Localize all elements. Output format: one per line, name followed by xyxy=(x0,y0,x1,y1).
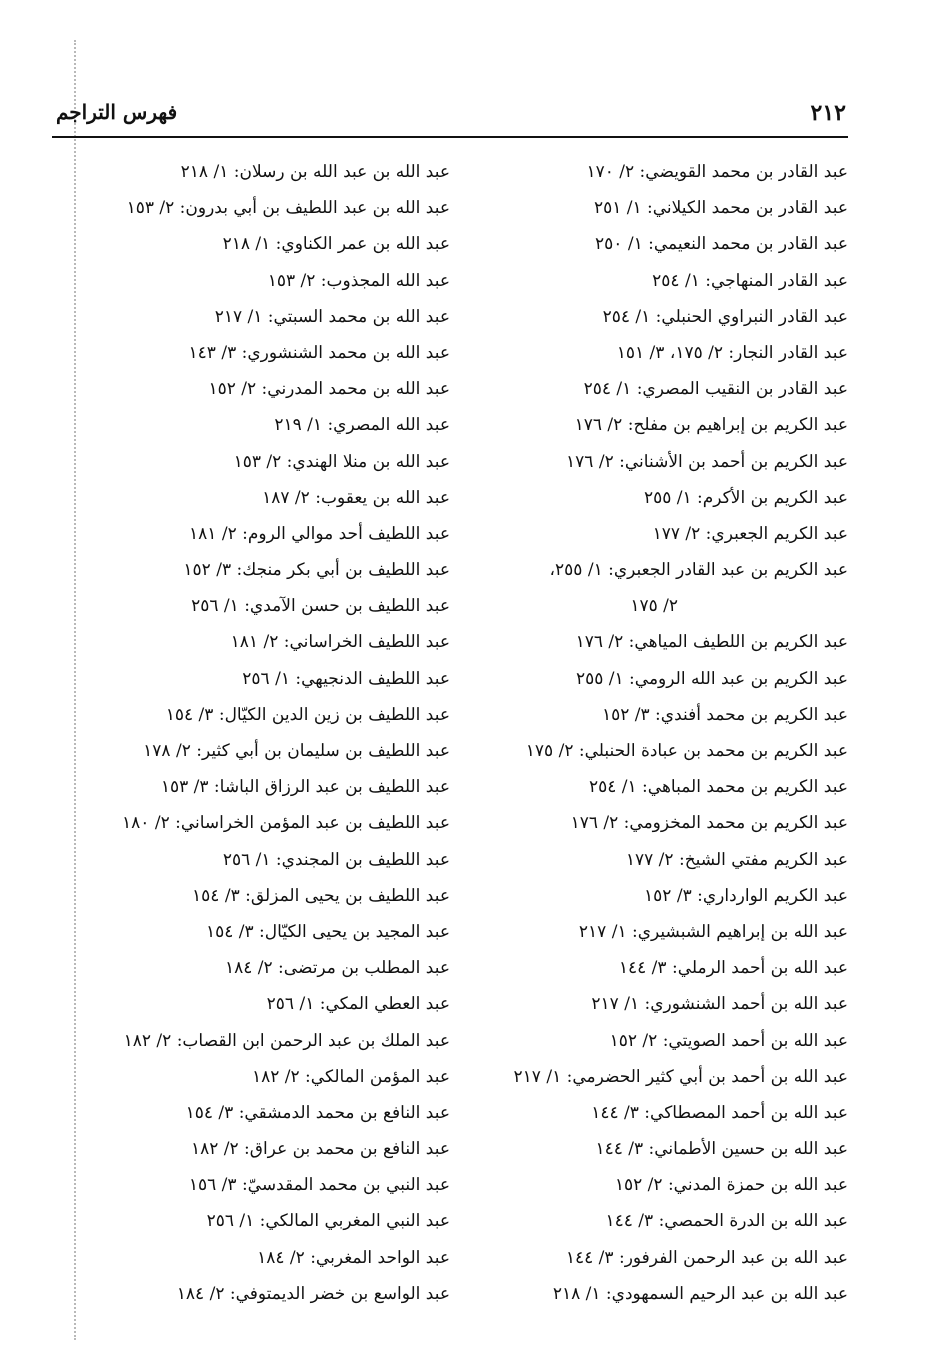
index-entry: عبد الله بن عبد الله بن رسلان: ١/ ٢١٨ xyxy=(180,162,450,182)
index-entry: عبد الله بن حمزة المدني: ٢/ ١٥٢ xyxy=(614,1175,848,1196)
index-entry: عبد اللطيف بن زين الدين الكيّال: ٣/ ١٥٤ xyxy=(165,704,450,725)
index-entry: عبد النبي بن محمد المقدسيّ: ٣/ ١٥٦ xyxy=(188,1175,450,1196)
index-entry: عبد اللطيف بن المجندي: ١/ ٢٥٦ xyxy=(222,849,450,870)
index-entry: عبد الله بن محمد السبتي: ١/ ٢١٧ xyxy=(214,306,450,327)
page-header xyxy=(52,96,848,138)
index-entry: عبد الكريم الجعبري: ٢/ ١٧٧ xyxy=(652,523,848,544)
index-entry: عبد الله بن أحمد المصطاكي: ٣/ ١٤٤ xyxy=(591,1102,848,1123)
index-entry: عبد اللطيف بن عبد الرزاق الباشا: ٣/ ١٥٣ xyxy=(160,777,450,798)
index-entry: عبد المجيد بن يحيى الكيّال: ٣/ ١٥٤ xyxy=(205,921,450,942)
index-entry: عبد الله بن أحمد بن أبي كثير الحضرمي: ١/ ٢١٧ xyxy=(513,1066,848,1087)
index-entry: عبد الله بن عبد الرحمن الفرفور: ٣/ ١٤٤ xyxy=(565,1247,848,1268)
index-entry: عبد الله بن منلا الهندي: ٢/ ١٥٣ xyxy=(233,451,450,472)
index-entry: عبد المطلب بن مرتضى: ٢/ ١٨٤ xyxy=(224,958,450,979)
index-column-left xyxy=(50,154,450,1312)
index-entry: عبد النبي المغربي المالكي: ١/ ٢٥٦ xyxy=(206,1211,450,1232)
index-entry: عبد القادر النجار: ٢/ ١٧٥، ٣/ ١٥١ xyxy=(616,342,848,363)
index-entry: عبد الله بن محمد المدرني: ٢/ ١٥٢ xyxy=(208,379,450,400)
index-entry: عبد الكريم بن الأكرم: ١/ ٢٥٥ xyxy=(643,487,848,508)
index-entry: عبد الكريم بن محمد المخزومي: ٢/ ١٧٦ xyxy=(570,813,848,834)
index-entry: عبد الكريم بن محمد بن عبادة الحنبلي: ٢/ ١٧٥ xyxy=(525,741,848,761)
index-entry: عبد القادر بن محمد النعيمي: ١/ ٢٥٠ xyxy=(595,234,848,255)
index-entry: عبد الله بن أحمد الصويتي: ٢/ ١٥٢ xyxy=(609,1030,848,1051)
index-entry: عبد اللطيف الدنجيهي: ١/ ٢٥٦ xyxy=(242,668,450,689)
index-entry: عبد اللطيف بن سليمان بن أبي كثير: ٢/ ١٧٨ xyxy=(143,741,450,761)
index-entry: عبد الله بن أحمد الرملي: ٣/ ١٤٤ xyxy=(618,958,848,979)
index-entry: عبد الكريم بن محمد أفندي: ٣/ ١٥٢ xyxy=(601,704,848,725)
index-entry: عبد الله بن أحمد الشنشوري: ١/ ٢١٧ xyxy=(591,994,848,1015)
index-entry: عبد الله بن عمر الكناوي: ١/ ٢١٨ xyxy=(222,234,450,255)
index-entry: عبد الكريم بن اللطيف المياهي: ٢/ ١٧٦ xyxy=(575,632,848,653)
index-entry: عبد اللطيف بن عبد المؤمن الخراساني: ٢/ ١٨٠ xyxy=(122,813,450,834)
index-entry: عبد اللطيف أحد موالي الروم: ٢/ ١٨١ xyxy=(189,523,450,544)
running-title: فهرس التراجم xyxy=(56,100,178,124)
index-entry: عبد الله بن حسين الأطماني: ٣/ ١٤٤ xyxy=(595,1139,848,1160)
index-entry: عبد اللطيف بن حسن الآمدي: ١/ ٢٥٦ xyxy=(191,596,450,617)
index-entry: عبد اللطيف بن أبي بكر منجك: ٣/ ١٥٢ xyxy=(183,560,450,581)
index-entry: عبد اللطيف بن يحيى المزلق: ٣/ ١٥٤ xyxy=(192,885,450,906)
index-entry: عبد الله بن إبراهيم الشبشيري: ١/ ٢١٧ xyxy=(578,921,848,942)
index-entry: عبد الله بن عبد الرحيم السمهودي: ١/ ٢١٨ xyxy=(552,1283,848,1304)
index-entry: عبد الكريم بن عبد القادر الجعبري: ١/ ٢٥٥، xyxy=(549,560,848,581)
index-entry: عبد القادر بن النقيب المصري: ١/ ٢٥٤ xyxy=(583,379,848,400)
page-number: ٢١٢ xyxy=(810,100,846,126)
index-entry: عبد القادر النبراوي الحنبلي: ١/ ٢٥٤ xyxy=(602,306,848,327)
index-entry: عبد الواحد المغربي: ٢/ ١٨٤ xyxy=(257,1247,450,1268)
index-entry: عبد الله المصري: ١/ ٢١٩ xyxy=(274,415,450,436)
index-entry: عبد الله المجذوب: ٢/ ١٥٣ xyxy=(267,270,450,291)
index-entry: عبد العطي المكي: ١/ ٢٥٦ xyxy=(266,994,450,1015)
index-entry: عبد النافع بن محمد بن عراق: ٢/ ١٨٢ xyxy=(190,1139,450,1160)
index-entry: عبد الكريم بن أحمد بن الأشناني: ٢/ ١٧٦ xyxy=(566,451,848,472)
index-entry: عبد اللطيف الخراساني: ٢/ ١٨١ xyxy=(230,632,450,653)
index-entry: عبد الله بن محمد الشنشوري: ٣/ ١٤٣ xyxy=(188,342,450,363)
index-entry: عبد المؤمن المالكي: ٢/ ١٨٢ xyxy=(251,1066,450,1087)
index-entry: عبد الكريم مفتي الشيخ: ٢/ ١٧٧ xyxy=(625,849,848,870)
index-entry: عبد الله بن يعقوب: ٢/ ١٨٧ xyxy=(262,487,450,508)
index-entry: عبد الكريم بن عبد الله الرومي: ١/ ٢٥٥ xyxy=(575,668,848,689)
index-entry: عبد الملك بن عبد الرحمن ابن القصاب: ٢/ ١٨٢ xyxy=(123,1030,450,1051)
index-entry: عبد الواسع بن خضر الديمتوفي: ٢/ ١٨٤ xyxy=(176,1283,450,1304)
index-entry: عبد القادر بن محمد الكيلاني: ١/ ٢٥١ xyxy=(593,198,848,219)
index-entry: عبد الله بن الدرة الحمصي: ٣/ ١٤٤ xyxy=(605,1211,848,1232)
index-entry: عبد القادر بن محمد القويضي: ٢/ ١٧٠ xyxy=(586,162,848,182)
index-entry: عبد الله بن عبد اللطيف بن أبي بدرون: ٢/ ١٥٣ xyxy=(126,198,450,219)
index-entry: عبد القادر المنهاجي: ١/ ٢٥٤ xyxy=(652,270,848,291)
index-entry: عبد النافع بن محمد الدمشقي: ٣/ ١٥٤ xyxy=(185,1102,450,1123)
index-entry: عبد الكريم بن إبراهيم بن مفلح: ٢/ ١٧٦ xyxy=(574,415,848,436)
index-entry: عبد الكريم بن محمد المباهي: ١/ ٢٥٤ xyxy=(588,777,848,798)
index-column-right xyxy=(463,154,848,1312)
index-entry: عبد الكريم الوارداري: ٣/ ١٥٢ xyxy=(644,885,848,906)
index-entry-continuation: ٢/ ١٧٥ xyxy=(630,596,678,617)
